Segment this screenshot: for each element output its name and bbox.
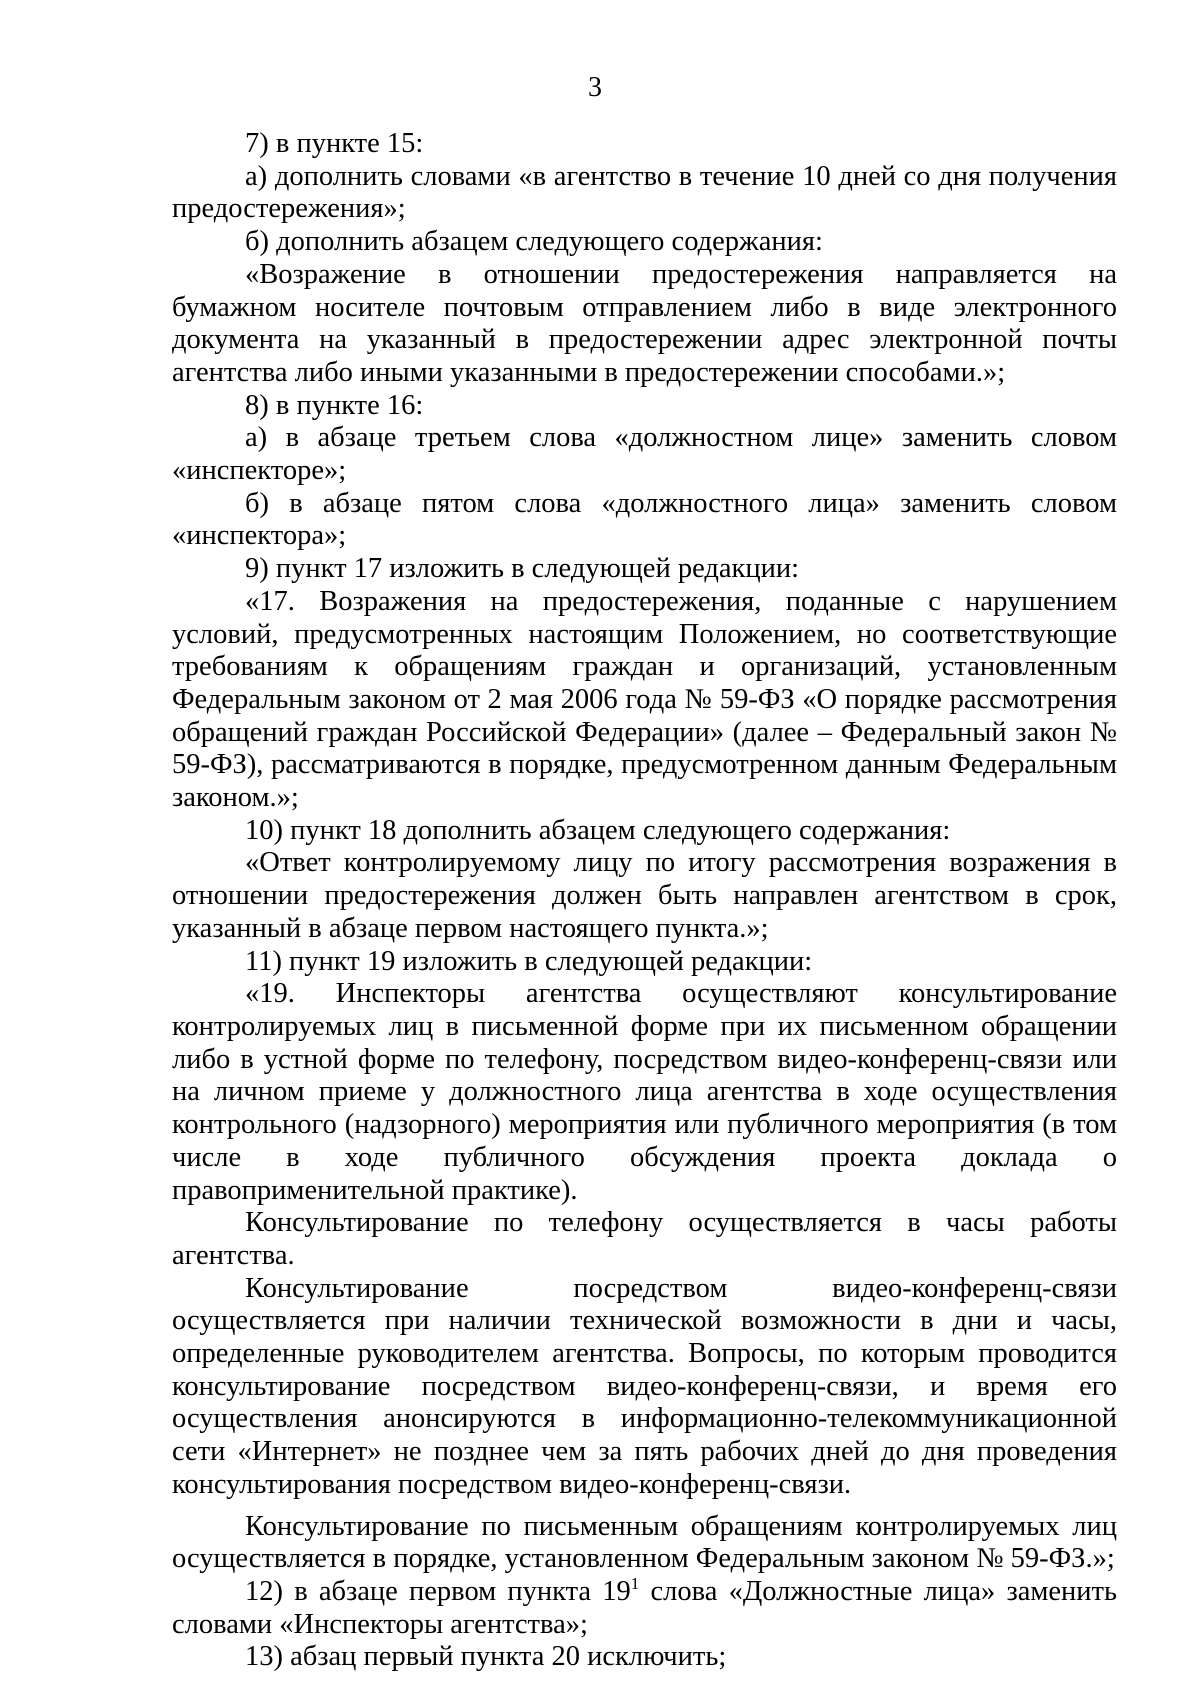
quoted-objection-paragraph: «Возражение в отношении предостережения направляется на бумажном носителе почтовым отправлением либо в виде электронного документа на указанный в предостережении адрес электронной почты агентства либо иными указанными в предостережении способами.»; [172, 258, 1117, 388]
quoted-point-19: «19. Инспекторы агентства осуществляют консультирование контролируемых лиц в письменной форме при их письменном обращении либо в устной форме по телефону, посредством видео-конференц-связи или на личном приеме у должностного лица агентства в ходе осуществления контрольного (надзорного) мероприятия или публичного мероприятия (в том числе в ходе публичного обсуждения проекта доклада о правоприменительной практике). [172, 978, 1117, 1206]
item-9: 9) пункт 17 изложить в следующей редакции: [245, 553, 800, 585]
item-13: 13) абзац первый пункта 20 исключить; [245, 1641, 727, 1673]
item-7: 7) в пункте 15: [245, 128, 424, 159]
item-12 [172, 1573, 1118, 1641]
quoted-point-18-addition: «Ответ контролируемому лицу по итогу рассмотрения возражения в отношении предостережения должен быть направлен агентством в срок, указанный в абзаце первом настоящего пункта.»; [172, 847, 1117, 944]
item-11: 11) пункт 19 изложить в следующей редакции: [245, 945, 813, 977]
item-12-text-start: 12) в абзаце первом пункта 19 [245, 1575, 631, 1607]
item-10: 10) пункт 18 дополнить абзацем следующего содержания: [245, 814, 951, 846]
item-7a: а) дополнить словами «в агентство в течение 10 дней со дня получения предостережения»; [172, 160, 1117, 225]
item-8a: а) в абзаце третьем слова «должностном лице» заменить словом «инспекторе»; [172, 422, 1117, 487]
item-8: 8) в пункте 16: [245, 389, 424, 421]
phone-consulting-paragraph: Консультирование по телефону осуществляется в часы работы агентства. [172, 1207, 1117, 1271]
document-body [172, 128, 1117, 1674]
written-consulting-paragraph: Консультирование по письменным обращениям контролируемых лиц осуществляется в порядке, установленном Федеральным законом № 59-ФЗ.»; [172, 1510, 1117, 1575]
item-8b: б) в абзаце пятом слова «должностного лица» заменить словом «инспектора»; [172, 487, 1117, 552]
video-consulting-paragraph: Консультирование посредством видео-конференц-связи осуществляется при наличии технической возможности в дни и часы, определенные руководителем агентства. Вопросы, по которым проводится консультирование посредством видео-конференц-связи, и время его осуществления анонсируются в информационно-телекоммуникационной сети «Интернет» не позднее чем за пять рабочих дней до дня проведения консультирования посредством видео-конференц-связи. [172, 1272, 1117, 1500]
page-number: 3 [588, 72, 602, 103]
item-12-text-end: слова «Должностные лица» заменить словами «Инспекторы агентства»; [172, 1575, 1118, 1640]
item-12-superscript: 1 [630, 1573, 640, 1593]
quoted-point-17: «17. Возражения на предостережения, поданные с нарушением условий, предусмотренных настоящим Положением, но соответствующие требованиям к обращениям граждан и организаций, установленным Федеральным законом от 2 мая 2006 года № 59-ФЗ «О порядке рассмотрения обращений граждан Российской Федерации» (далее – Федеральный закон № 59-ФЗ), рассматриваются в порядке, предусмотренном данным Федеральным законом.»; [172, 585, 1117, 814]
item-7b: б) дополнить абзацем следующего содержания: [245, 226, 823, 258]
